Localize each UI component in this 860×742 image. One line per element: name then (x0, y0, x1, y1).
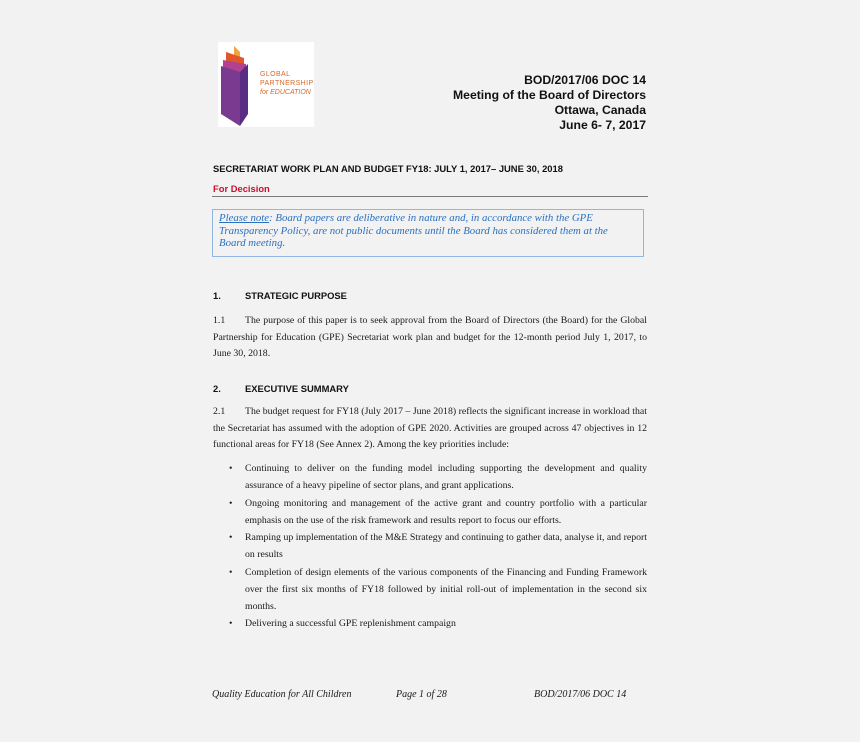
paragraph-2-1-number: 2.1 (213, 406, 226, 417)
section-1-heading (213, 290, 347, 301)
document-title: SECRETARIAT WORK PLAN AND BUDGET FY18: JULY 1, 2017– JUNE 30, 2018 (213, 163, 563, 174)
book-icon (218, 42, 258, 127)
section-1-title: STRATEGIC PURPOSE (245, 290, 347, 301)
doc-id: BOD/2017/06 DOC 14 (524, 73, 646, 87)
section-1-number: 1. (213, 290, 221, 301)
paragraph-1-1-text: The purpose of this paper is to seek approval from the Board of Directors (the Board) for the Global Partnership for Education (GPE) Secretariat work plan and budget for the 12-month period July 1, 2017, to June 30, 2018. (213, 315, 647, 359)
list-item: • Ramping up implementation of the M&E Strategy and continuing to gather data, analyse it, and report on results (229, 532, 647, 560)
section-2-title: EXECUTIVE SUMMARY (245, 383, 349, 394)
meeting-date: June 6- 7, 2017 (559, 118, 646, 132)
logo-line-3: for EDUCATION (260, 89, 311, 96)
footer-page-number: Page 1 of 28 (396, 689, 447, 700)
section-2-number: 2. (213, 383, 221, 394)
logo-wordmark (260, 70, 314, 97)
list-item: • Delivering a successful GPE replenishment campaign (229, 618, 456, 629)
note-lead: Please note (219, 212, 270, 224)
decision-label: For Decision (213, 183, 270, 194)
list-item: • Ongoing monitoring and management of the active grant and country portfolio with a particular emphasis on the use of the risk framework and results report to focus our efforts. (229, 497, 647, 526)
paragraph-2-1 (213, 404, 647, 454)
meeting-location: Ottawa, Canada (554, 103, 646, 117)
list-item: • Completion of design elements of the various components of the Financing and Funding Framework over the first six months of FY18 followed by initial roll-out of implementation in the second six months. (229, 566, 647, 612)
logo-line-2: PARTNERSHIP (260, 80, 314, 87)
footer-tagline: Quality Education for All Children (212, 689, 352, 700)
list-item: • Continuing to deliver on the funding model including supporting the development and quality assurance of a heavy pipeline of sector plans, and grant applications. (229, 463, 647, 491)
priority-list (213, 460, 647, 633)
section-2-heading (213, 383, 349, 394)
paragraph-2-1-text: The budget request for FY18 (July 2017 – June 2018) reflects the significant increase in workload that the Secretariat has assumed with the adoption of GPE 2020. Activities are grouped across 47 objectives in 12 functional areas for FY18 (See Annex 2). Among the key priorities include: (213, 406, 647, 450)
meeting-header (453, 73, 646, 133)
title-divider (212, 196, 648, 197)
gpe-logo (218, 42, 314, 127)
meeting-name: Meeting of the Board of Directors (453, 88, 646, 102)
note-text: : Board papers are deliberative in nature and, in accordance with the GPE Transparency Policy, are not public documents until the Board has considered them at the Board meeting. (219, 212, 608, 250)
transparency-note (212, 209, 644, 257)
paragraph-1-1 (213, 313, 647, 363)
logo-line-1: GLOBAL (260, 71, 291, 78)
paragraph-1-1-number: 1.1 (213, 315, 226, 326)
footer-doc-id: BOD/2017/06 DOC 14 (534, 689, 627, 700)
